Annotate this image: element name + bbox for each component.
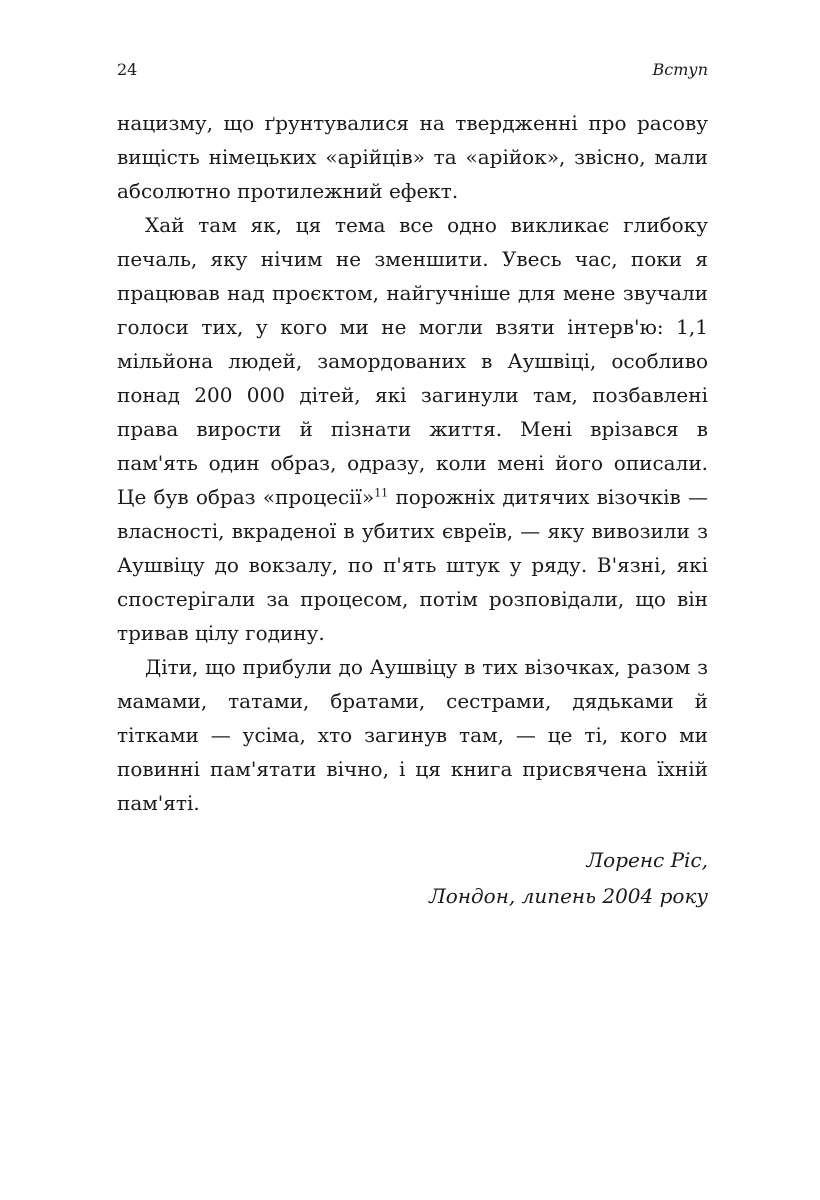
- page-number: 24: [117, 60, 138, 79]
- paragraph-dedication: Діти, що прибули до Аушвіцу в тих візочках, разом з мамами, татами, братами, сестрами, дядьками й тітками — усіма, хто загинув там, — це ті, кого ми повинні пам'ятати вічно, і ця книга присвячена їхній пам'яті.: [117, 655, 708, 815]
- signature-block: [117, 842, 708, 914]
- paragraph-memory-text-a: Хай там як, ця тема все одно викликає глибоку печаль, яку нічим не зменшити. Увесь час, поки я працював над проєктом, найгучніше для мене звучали голоси тих, у кого ми не могли взяти інтерв'ю: 1,1 мільйона людей, замордованих в Аушвіці, особливо понад 200 000 дітей, які загинули там, позбавлені права вирости й пізнати життя. Мені врізався в пам'ять один образ, одразу, коли мені його описали. Це був образ «процесії»: [117, 213, 708, 509]
- running-head: [117, 60, 708, 86]
- signature-place-date: Лондон, липень 2004 року: [429, 884, 708, 908]
- book-page: [117, 60, 708, 914]
- section-title: Вступ: [652, 60, 708, 79]
- paragraph-memory: [117, 208, 708, 650]
- signature-author: Лоренс Ріс,: [586, 848, 708, 872]
- body-text: [117, 106, 708, 820]
- paragraph-memory-text-b: порожніх дитячих візочків — власності, вкраденої в убитих євреїв, — яку вивозили з Аушвіцу до вокзалу, по п'ять штук у ряду. В'язні, які спостерігали за процесом, потім розповідали, що він тривав цілу годину.: [117, 485, 708, 645]
- footnote-marker: 11: [374, 486, 389, 500]
- paragraph-continued: нацизму, що ґрунтувалися на твердженні про расову вищість німецьких «арійців» та «арійок», звісно, мали абсолютно протилежний ефект.: [117, 111, 708, 203]
